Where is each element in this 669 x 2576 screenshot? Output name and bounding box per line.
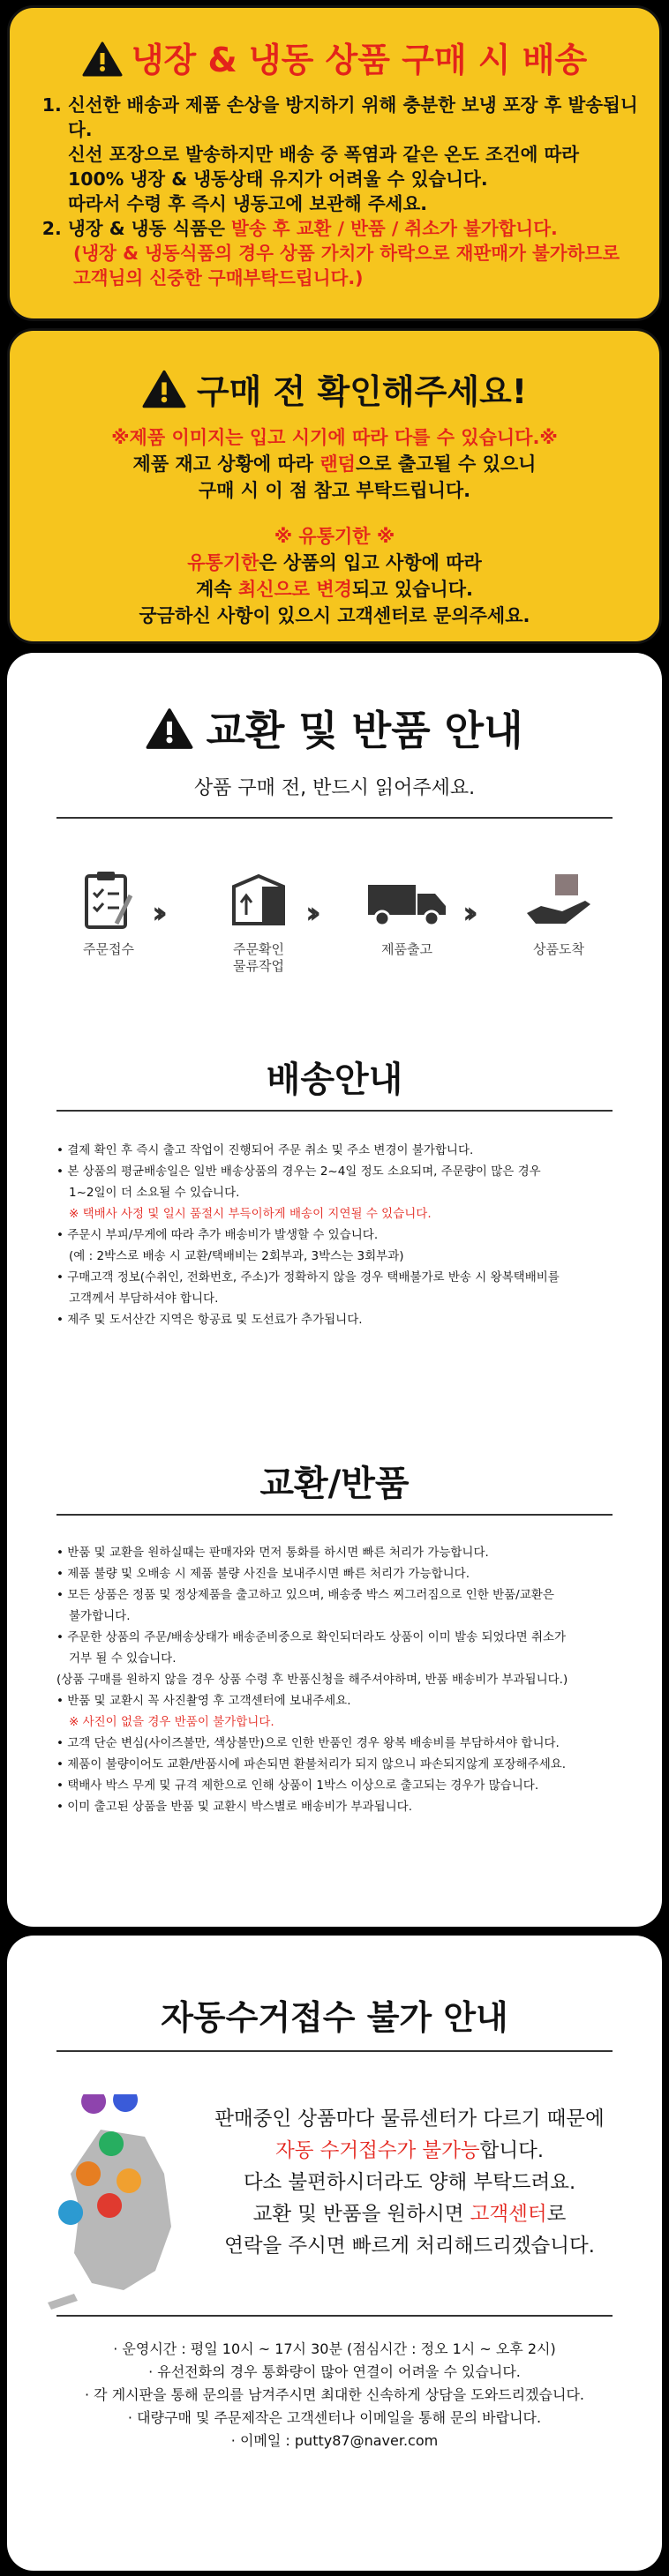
list-item: • 제주 및 도서산간 지역은 항공료 및 도선료가 추가됩니다. <box>56 1313 363 1327</box>
list-item: 거부 될 수 있습니다. <box>69 1651 177 1666</box>
divider <box>56 817 613 819</box>
exchange-subtitle: 상품 구매 전, 반드시 읽어주세요. <box>193 777 476 799</box>
expiry-heading: ※ 유통기한 ※ <box>274 526 395 547</box>
divider <box>56 2315 613 2317</box>
list-item: • 이미 출고된 상품을 반품 및 교환시 박스별로 배송비가 부과됩니다. <box>56 1800 412 1814</box>
truck-icon <box>365 869 449 932</box>
warning-icon <box>142 370 186 408</box>
clipboard-icon <box>78 869 139 932</box>
auto-pickup-title: 자동수거접수 불가 안내 <box>161 1998 508 2037</box>
auto-pickup-message: 판매중인 상품마다 물류센터가 다르기 때문에 자동 수거접수가 불가능합니다. 다소 불편하시더라도 양해 부탁드려요. 교환 및 반품을 원하시면 고객센터로 연락을 주시면 빠르게 처리해드리겠습니다. <box>214 2108 605 2258</box>
list-item: ※ 사진이 없을 경우 반품이 불가합니다. <box>69 1715 274 1729</box>
shipping-info-list <box>56 1140 621 1330</box>
list-item: 1~2일이 더 소요될 수 있습니다. <box>69 1186 240 1200</box>
cold-shipping-item-1: 1. 신선한 배송과 제품 손상을 방지하기 위해 충분한 보냉 포장 후 발송됩니다. 신선 포장으로 발송하지만 배송 중 폭염과 같은 온도 조건에 따라 100% 냉장 & 냉동상태 유지가 어려울 수 있습니다. 따라서 수령 후 즉시 냉동고에 보관해 주세요. <box>68 93 638 216</box>
list-item: • 결제 확인 후 즉시 출고 작업이 진행되어 주문 취소 및 주소 변경이 불가합니다. <box>56 1143 474 1157</box>
expiry-line-1: 유통기한은 상품의 입고 사항에 따라 <box>187 552 482 573</box>
pre-purchase-title: 구매 전 확인해주세요! <box>10 364 659 413</box>
pre-purchase-notice <box>7 328 662 644</box>
list-item: • 제품이 불량이어도 교환/반품시에 파손되면 환불처리가 되지 않으니 파손되지않게 포장해주세요. <box>56 1757 567 1771</box>
list-item: (상품 구매를 원하지 않을 경우 상품 수령 후 반품신청을 해주셔야하며, 반품 배송비가 부과됩니다.) <box>56 1673 568 1687</box>
list-item: 고객께서 부담하셔야 합니다. <box>69 1292 219 1306</box>
list-item: • 구매고객 정보(수취인, 전화번호, 주소)가 정확하지 않을 경우 택배불가로 반송 시 왕복택배비를 <box>56 1270 560 1284</box>
korea-map-pins-icon <box>39 2094 189 2315</box>
list-item: (예 : 2박스로 배송 시 교환/택배비는 2회부과, 3박스는 3회부과) <box>69 1249 404 1263</box>
return-heading: 교환/반품 <box>259 1464 410 1504</box>
list-item: • 택배사 박스 무게 및 규격 제한으로 인해 상품이 1박스 이상으로 출고되는 경우가 많습니다. <box>56 1778 539 1793</box>
chevron-right-icon: ›› <box>305 895 313 931</box>
hand-package-icon <box>523 869 594 932</box>
list-item: • 반품 및 교환을 원하실때는 판매자와 먼저 통화를 하시면 빠른 처리가 가능합니다. <box>56 1546 489 1560</box>
image-note: ※제품 이미지는 입고 시기에 따라 다를 수 있습니다.※ <box>111 427 558 448</box>
exchange-title: 교환 및 반품 안내 <box>7 699 662 757</box>
chevron-right-icon: ›› <box>462 895 470 931</box>
shipping-heading: 배송안내 <box>266 1060 403 1100</box>
divider <box>56 1514 613 1516</box>
expiry-line-2: 계속 최신으로 변경되고 있습니다. <box>196 579 473 600</box>
list-item: • 주문시 부피/무게에 따라 추가 배송비가 발생할 수 있습니다. <box>56 1228 379 1242</box>
cold-shipping-title: 냉장 & 냉동 상품 구매 시 배송 <box>10 33 659 81</box>
list-item: • 주문한 상품의 주문/배송상태가 배송준비중으로 확인되더라도 상품이 이미 발송 되었다면 취소가 <box>56 1630 567 1644</box>
warning-icon <box>82 41 123 77</box>
step-order-confirm: 주문확인 물류작업 <box>210 869 307 975</box>
return-info-list <box>56 1542 621 1817</box>
auto-pickup-notice <box>7 1936 662 2571</box>
reference-line: 구매 시 이 점 참고 부탁드립니다. <box>198 480 471 501</box>
warning-icon <box>146 708 193 750</box>
cold-shipping-notice <box>7 5 662 321</box>
list-item: • 모든 상품은 정품 및 정상제품을 출고하고 있으며, 배송중 박스 찌그러짐으로 인한 반품/교환은 <box>56 1588 554 1602</box>
list-item: ※ 택배사 사정 및 일시 품절시 부득이하게 배송이 지연될 수 있습니다. <box>69 1207 432 1221</box>
cold-shipping-list <box>40 93 638 290</box>
step-order-received: 주문접수 <box>60 869 157 958</box>
cold-shipping-note: (냉장 & 냉동식품의 경우 상품 가치가 하락으로 재판매가 불가하므로 고객님의 신중한 구매부탁드립니다.) <box>73 243 620 288</box>
list-item: • 반품 및 교환시 꼭 사진촬영 후 고객센터에 보내주세요. <box>56 1694 351 1708</box>
box-icon <box>227 869 290 932</box>
list-item: • 제품 불량 및 오배송 시 제품 불량 사진을 보내주시면 빠른 처리가 가능합니다. <box>56 1567 470 1581</box>
order-process-steps <box>60 869 607 984</box>
list-item: 불가합니다. <box>69 1609 131 1623</box>
divider <box>56 2050 613 2052</box>
step-delivered: 상품도착 <box>510 869 607 958</box>
cold-shipping-item-2: 2. 냉장 & 냉동 식품은 발송 후 교환 / 반품 / 취소가 불가합니다. (냉장 & 냉동식품의 경우 상품 가치가 하락으로 재판매가 불가하므로 고객님의 신중한 구매부탁드립니다.) <box>68 216 638 290</box>
customer-center-info: · 운영시간 : 평일 10시 ~ 17시 30분 (점심시간 : 정오 1시 ~ 오후 2시) · 유선전화의 경우 통화량이 많아 연결이 어려울 수 있습니다. · 각 게시판을 통해 문의를 남겨주시면 최대한 신속하게 상담을 도와드리겠습니다. · 대량구매 및 주문제작은 고객센터나 이메일을 통해 문의 바랍니다. · 이메일 : putty87@naver.com <box>7 2338 662 2452</box>
list-item: • 본 상품의 평균배송일은 일반 배송상품의 경우는 2~4일 정도 소요되며, 주문량이 많은 경우 <box>56 1164 541 1179</box>
inquiry-line: 궁금하신 사항이 있으시 고객센터로 문의주세요. <box>139 605 530 626</box>
step-shipped: 제품출고 <box>358 869 455 958</box>
divider <box>56 1110 613 1112</box>
list-item: • 고객 단순 변심(사이즈불만, 색상불만)으로 인한 반품인 경우 왕복 배송비를 부담하셔야 합니다. <box>56 1736 560 1750</box>
chevron-right-icon: ›› <box>152 895 160 931</box>
email-text: · 이메일 : putty87@naver.com <box>230 2432 439 2449</box>
random-ship-line: 제품 재고 상황에 따라 랜덤으로 출고될 수 있으니 <box>132 453 537 475</box>
exchange-return-guide <box>7 653 662 1927</box>
